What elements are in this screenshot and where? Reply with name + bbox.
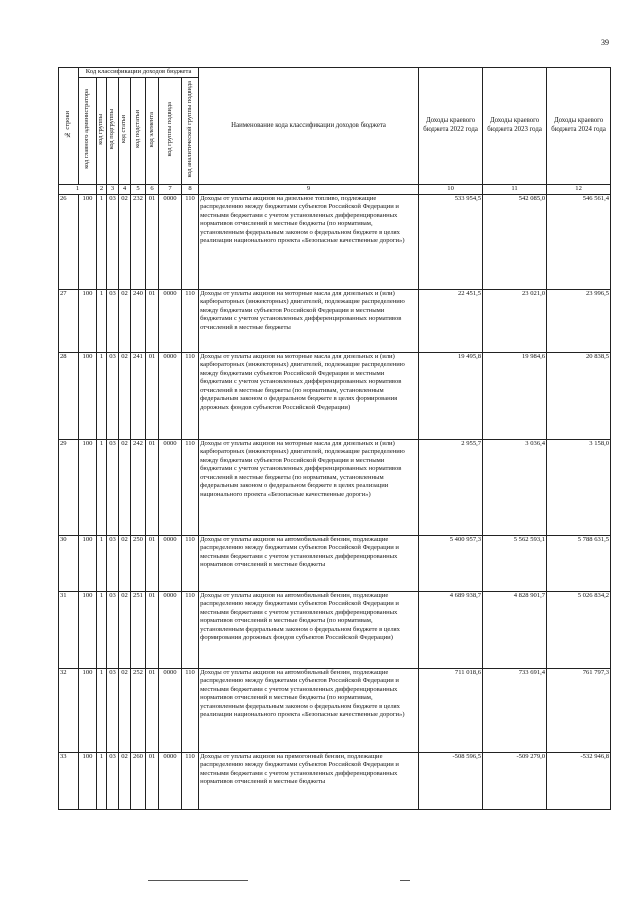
value-2023: 23 021,0	[483, 289, 547, 352]
header-2023: Доходы краевого бюджета 2023 года	[483, 68, 547, 185]
code-element: 01	[146, 752, 159, 809]
header-code-subarticle: код подстатьи	[131, 78, 146, 185]
code-group: 1	[97, 591, 107, 668]
code-subarticle: 241	[131, 352, 146, 439]
code-analytic-group: 110	[182, 591, 199, 668]
code-subgroup: 03	[107, 439, 119, 535]
table-row	[59, 752, 611, 809]
code-subarticle: 251	[131, 591, 146, 668]
table-row	[59, 668, 611, 752]
column-number: 6	[146, 185, 159, 195]
code-admin: 100	[79, 289, 97, 352]
table-row	[59, 289, 611, 352]
code-subtype-group: 0000	[159, 668, 182, 752]
column-number: 10	[419, 185, 483, 195]
code-admin: 100	[79, 352, 97, 439]
header-code-analytic-group: код аналитической группы подвида	[182, 78, 199, 185]
code-article: 02	[119, 535, 131, 591]
revenue-name: Доходы от уплаты акцизов на прямогонный бензин, подлежащие распределению между бюджетами субъектов Российской Федерации и местными бюджетами с учетом установленных дифференцированных нормативов отчислений в местные бюджеты	[199, 752, 419, 809]
code-analytic-group: 110	[182, 439, 199, 535]
header-code-article: код статьи	[119, 78, 131, 185]
value-2024: -532 946,8	[547, 752, 611, 809]
column-number: 4	[119, 185, 131, 195]
code-subarticle: 250	[131, 535, 146, 591]
code-group: 1	[97, 668, 107, 752]
row-line-number: 32	[59, 668, 79, 752]
row-line-number: 29	[59, 439, 79, 535]
value-2022: -508 596,5	[419, 752, 483, 809]
column-number: 3	[107, 185, 119, 195]
code-analytic-group: 110	[182, 289, 199, 352]
value-2023: 3 036,4	[483, 439, 547, 535]
code-subgroup: 03	[107, 352, 119, 439]
code-group: 1	[97, 289, 107, 352]
code-element: 01	[146, 352, 159, 439]
value-2023: 542 085,0	[483, 194, 547, 289]
code-admin: 100	[79, 535, 97, 591]
value-2024: 5 788 631,5	[547, 535, 611, 591]
code-element: 01	[146, 439, 159, 535]
row-line-number: 26	[59, 194, 79, 289]
code-article: 02	[119, 668, 131, 752]
code-subtype-group: 0000	[159, 439, 182, 535]
code-subgroup: 03	[107, 535, 119, 591]
value-2024: 3 158,0	[547, 439, 611, 535]
code-subtype-group: 0000	[159, 289, 182, 352]
code-subtype-group: 0000	[159, 194, 182, 289]
code-admin: 100	[79, 194, 97, 289]
header-code-admin: код главного администратора	[79, 78, 97, 185]
code-subgroup: 03	[107, 194, 119, 289]
value-2022: 711 018,6	[419, 668, 483, 752]
header-code-group-col: код группы	[97, 78, 107, 185]
column-number: 9	[199, 185, 419, 195]
value-2022: 5 400 957,3	[419, 535, 483, 591]
code-subgroup: 03	[107, 289, 119, 352]
revenue-name: Доходы от уплаты акцизов на моторные масла для дизельных и (или) карбюраторных (инжекторных) двигателей, подлежащие распределению между бюджетами субъектов Российской Федерации и местными бюджетами с учетом установленных дифференцированных нормативов отчислений в местные бюджеты (по нормативам, установленным федеральным законом о федеральном бюджете в целях формирования дорожных фондов субъектов Российской Федерации)	[199, 352, 419, 439]
code-article: 02	[119, 352, 131, 439]
code-article: 02	[119, 439, 131, 535]
value-2022: 4 689 938,7	[419, 591, 483, 668]
header-code-subtype-group: код группы подвида	[159, 78, 182, 185]
code-subarticle: 240	[131, 289, 146, 352]
header-code-element: код элемента	[146, 78, 159, 185]
code-analytic-group: 110	[182, 668, 199, 752]
column-number: 2	[97, 185, 107, 195]
code-subarticle: 260	[131, 752, 146, 809]
table-row	[59, 194, 611, 289]
code-article: 02	[119, 194, 131, 289]
table-row	[59, 535, 611, 591]
column-number: 11	[483, 185, 547, 195]
code-admin: 100	[79, 668, 97, 752]
row-line-number: 27	[59, 289, 79, 352]
code-subtype-group: 0000	[159, 591, 182, 668]
code-element: 01	[146, 289, 159, 352]
table-row	[59, 352, 611, 439]
code-subtype-group: 0000	[159, 752, 182, 809]
code-subgroup: 03	[107, 591, 119, 668]
footer-dash	[400, 880, 410, 881]
code-group: 1	[97, 535, 107, 591]
column-number: 1	[59, 185, 97, 195]
code-element: 01	[146, 194, 159, 289]
code-element: 01	[146, 591, 159, 668]
revenue-name: Доходы от уплаты акцизов на автомобильный бензин, подлежащие распределению между бюджетами субъектов Российской Федерации и местными бюджетами с учетом установленных дифференцированных нормативов отчислений в местные бюджеты (по нормативам, установленным федеральным законом о федеральном бюджете в целях реализации национального проекта «Безопасные качественные дороги»)	[199, 668, 419, 752]
column-number: 5	[131, 185, 146, 195]
value-2022: 533 954,5	[419, 194, 483, 289]
table-row	[59, 439, 611, 535]
header-code-subgroup: код подгруппы	[107, 78, 119, 185]
table-row	[59, 591, 611, 668]
column-number: 12	[547, 185, 611, 195]
code-subtype-group: 0000	[159, 352, 182, 439]
revenue-name: Доходы от уплаты акцизов на автомобильный бензин, подлежащие распределению между бюджетами субъектов Российской Федерации и местными бюджетами с учетом установленных дифференцированных нормативов отчислений в местные бюджеты	[199, 535, 419, 591]
revenue-table	[58, 67, 611, 810]
column-number: 7	[159, 185, 182, 195]
code-group: 1	[97, 352, 107, 439]
value-2024: 546 561,4	[547, 194, 611, 289]
value-2024: 761 797,3	[547, 668, 611, 752]
code-admin: 100	[79, 591, 97, 668]
row-line-number: 33	[59, 752, 79, 809]
value-2024: 5 026 834,2	[547, 591, 611, 668]
code-analytic-group: 110	[182, 535, 199, 591]
value-2023: 19 984,6	[483, 352, 547, 439]
revenue-name: Доходы от уплаты акцизов на дизельное топливо, подлежащие распределению между бюджетами субъектов Российской Федерации и местными бюджетами с учетом установленных дифференцированных нормативов отчислений в местные бюджеты (по нормативам, установленным федеральным законом о федеральном бюджете в целях реализации национального проекта «Безопасные качественные дороги»)	[199, 194, 419, 289]
revenue-name: Доходы от уплаты акцизов на моторные масла для дизельных и (или) карбюраторных (инжекторных) двигателей, подлежащие распределению между бюджетами субъектов Российской Федерации и местными бюджетами с учетом установленных дифференцированных нормативов отчислений в местные бюджеты	[199, 289, 419, 352]
value-2024: 23 996,5	[547, 289, 611, 352]
code-element: 01	[146, 535, 159, 591]
value-2024: 20 838,5	[547, 352, 611, 439]
code-element: 01	[146, 668, 159, 752]
value-2023: 5 562 593,1	[483, 535, 547, 591]
code-subgroup: 03	[107, 668, 119, 752]
code-article: 02	[119, 289, 131, 352]
revenue-name: Доходы от уплаты акцизов на моторные масла для дизельных и (или) карбюраторных (инжекторных) двигателей, подлежащие распределению между бюджетами субъектов Российской Федерации и местными бюджетами с учетом установленных дифференцированных нормативов отчислений в местные бюджеты (по нормативам, установленным федеральным законом о федеральном бюджете в целях реализации национального проекта «Безопасные качественные дороги»)	[199, 439, 419, 535]
header-code-group: Код классификации доходов бюджета	[79, 68, 199, 78]
value-2023: -509 279,0	[483, 752, 547, 809]
code-group: 1	[97, 194, 107, 289]
code-article: 02	[119, 591, 131, 668]
code-group: 1	[97, 752, 107, 809]
value-2022: 19 495,8	[419, 352, 483, 439]
header-2022: Доходы краевого бюджета 2022 года	[419, 68, 483, 185]
footer-rule	[148, 880, 248, 881]
value-2023: 4 828 901,7	[483, 591, 547, 668]
code-group: 1	[97, 439, 107, 535]
column-number: 8	[182, 185, 199, 195]
code-subarticle: 242	[131, 439, 146, 535]
code-subtype-group: 0000	[159, 535, 182, 591]
code-admin: 100	[79, 439, 97, 535]
page-number: 39	[601, 38, 609, 47]
row-line-number: 31	[59, 591, 79, 668]
code-analytic-group: 110	[182, 352, 199, 439]
code-subarticle: 252	[131, 668, 146, 752]
code-admin: 100	[79, 752, 97, 809]
code-subarticle: 232	[131, 194, 146, 289]
code-subgroup: 03	[107, 752, 119, 809]
code-article: 02	[119, 752, 131, 809]
row-line-number: 28	[59, 352, 79, 439]
value-2023: 733 691,4	[483, 668, 547, 752]
value-2022: 22 451,5	[419, 289, 483, 352]
revenue-name: Доходы от уплаты акцизов на автомобильный бензин, подлежащие распределению между бюджетами субъектов Российской Федерации и местными бюджетами с учетом установленных дифференцированных нормативов отчислений в местные бюджеты (по нормативам, установленным федеральным законом о федеральном бюджете в целях формирования дорожных фондов субъектов Российской Федерации)	[199, 591, 419, 668]
value-2022: 2 955,7	[419, 439, 483, 535]
code-analytic-group: 110	[182, 194, 199, 289]
header-name: Наименование кода классификации доходов бюджета	[199, 68, 419, 185]
row-line-number: 30	[59, 535, 79, 591]
header-2024: Доходы краевого бюджета 2024 года	[547, 68, 611, 185]
column-number-row	[59, 185, 611, 195]
code-analytic-group: 110	[182, 752, 199, 809]
header-row-number: № строки	[59, 68, 79, 185]
